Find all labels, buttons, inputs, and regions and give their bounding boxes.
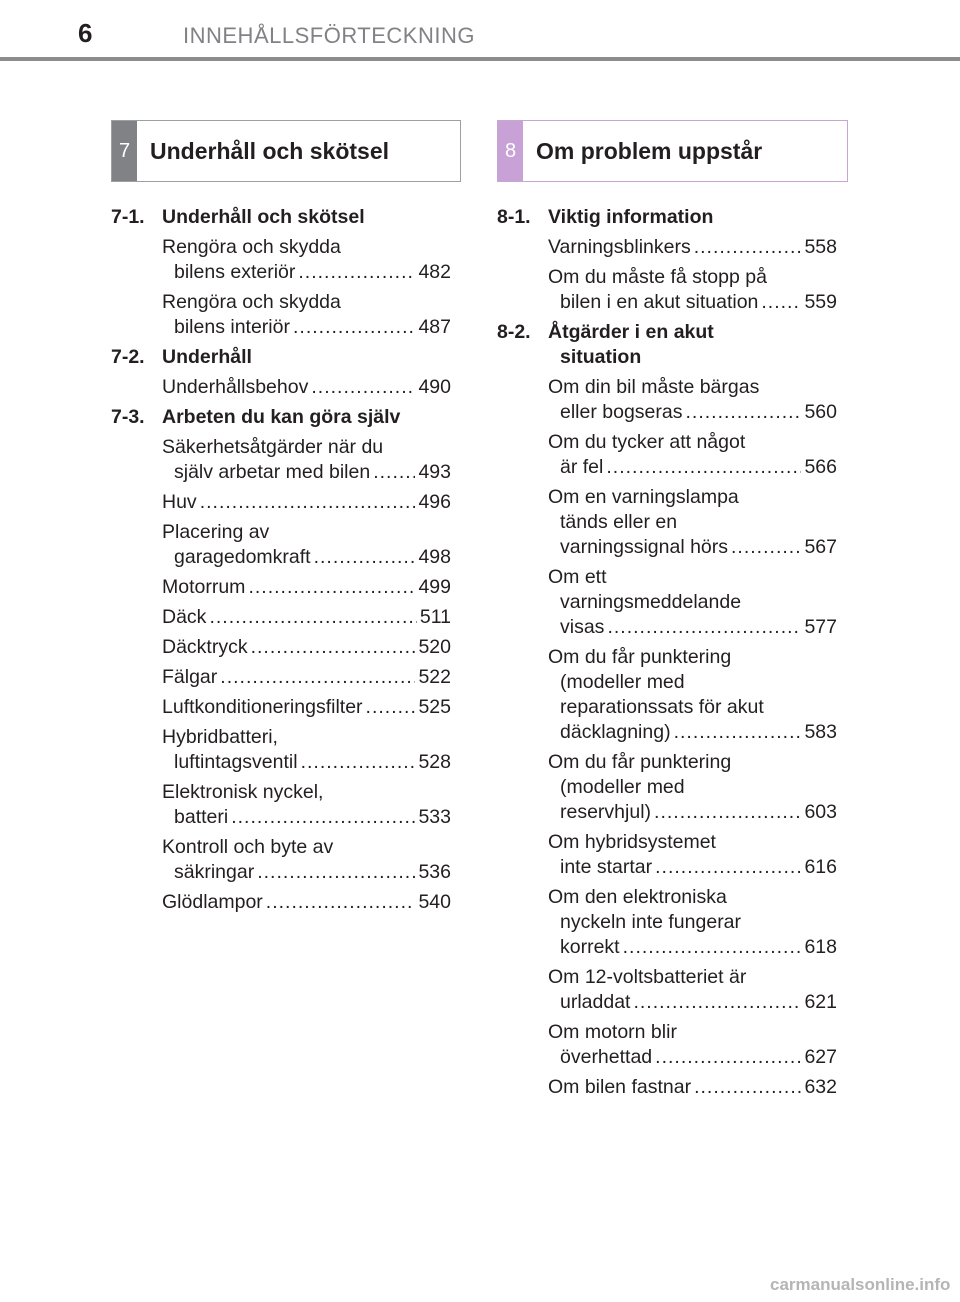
- toc-entry[interactable]: [497, 965, 837, 1015]
- toc-entry[interactable]: [497, 645, 837, 745]
- entry-text: garagedomkraft: [174, 546, 311, 568]
- entry-text: batteri: [174, 806, 229, 828]
- page-ref: 499: [418, 576, 451, 598]
- entry-text: varningsmeddelande: [560, 591, 742, 613]
- dot-leader: [761, 290, 801, 315]
- entry-text: Luftkonditioneringsfilter: [162, 696, 363, 718]
- entry-text: (modeller med: [560, 671, 685, 693]
- page-ref: 567: [804, 536, 837, 558]
- chapter-title-cont: situation: [560, 346, 642, 368]
- entry-last-line: [162, 545, 451, 570]
- chapter-number: 8-1.: [497, 206, 531, 228]
- entry-text: Om motorn blir: [548, 1021, 677, 1043]
- dot-leader: [674, 720, 802, 745]
- toc-entry[interactable]: [497, 885, 837, 960]
- section-number: 7: [112, 121, 137, 181]
- chapter-title: Underhåll: [162, 346, 252, 368]
- toc-entry[interactable]: [497, 375, 837, 425]
- entry-last-line: [162, 860, 451, 885]
- dot-leader: [231, 805, 415, 830]
- entry-text: Fälgar: [162, 666, 218, 688]
- page-ref: 511: [419, 606, 451, 628]
- toc-chapter-heading: [111, 205, 451, 230]
- entry-text: däcklagning): [560, 721, 671, 743]
- toc-entry[interactable]: [111, 890, 451, 915]
- toc-entry[interactable]: [497, 235, 837, 260]
- entry-text: Underhållsbehov: [162, 376, 309, 398]
- toc-chapter-heading: [497, 205, 837, 230]
- entry-text: reparationssats för akut: [560, 696, 764, 718]
- page-ref: 632: [804, 1076, 837, 1098]
- entry-last-line: [162, 315, 451, 340]
- entry-last-line: [548, 455, 837, 480]
- dot-leader: [694, 1075, 801, 1100]
- toc-entry[interactable]: [111, 605, 451, 630]
- page-ref: 487: [418, 316, 451, 338]
- dot-leader: [655, 855, 801, 880]
- page-title: INNEHÅLLSFÖRTECKNING: [183, 23, 475, 48]
- page-ref: 540: [418, 891, 451, 913]
- dot-leader: [623, 935, 802, 960]
- entry-text: bilens exteriör: [174, 261, 296, 283]
- dot-leader: [251, 635, 416, 660]
- entry-text: Rengöra och skydda: [162, 236, 341, 258]
- entry-text: Däck: [162, 606, 207, 628]
- dot-leader: [694, 235, 802, 260]
- dot-leader: [311, 375, 415, 400]
- entry-text: Varningsblinkers: [548, 236, 691, 258]
- toc-column-7: [111, 205, 451, 920]
- entry-last-line: [162, 890, 451, 915]
- toc-chapter-heading: [111, 405, 451, 430]
- dot-leader: [633, 990, 801, 1015]
- toc-entry[interactable]: [111, 635, 451, 660]
- entry-text: Om du tycker att något: [548, 431, 746, 453]
- dot-leader: [209, 605, 416, 630]
- entry-text: säkringar: [174, 861, 255, 883]
- toc-entry[interactable]: [111, 665, 451, 690]
- dot-leader: [607, 615, 801, 640]
- page-ref: 493: [418, 461, 451, 483]
- dot-leader: [731, 535, 801, 560]
- dot-leader: [366, 695, 416, 720]
- entry-text: Om hybridsystemet: [548, 831, 716, 853]
- toc-entry[interactable]: [111, 375, 451, 400]
- watermark: carmanualsonline.info: [770, 1275, 951, 1294]
- entry-text: inte startar: [560, 856, 653, 878]
- entry-text: visas: [560, 616, 605, 638]
- entry-text: Om bilen fastnar: [548, 1076, 692, 1098]
- page-ref: 621: [804, 991, 837, 1013]
- toc-entry[interactable]: [497, 485, 837, 560]
- entry-last-line: [548, 535, 837, 560]
- entry-last-line: [548, 615, 837, 640]
- page-ref: 490: [418, 376, 451, 398]
- toc-entry[interactable]: [497, 830, 837, 880]
- entry-text: luftintagsventil: [174, 751, 298, 773]
- entry-last-line: [162, 695, 451, 720]
- entry-last-line: [162, 460, 451, 485]
- entry-text: nyckeln inte fungerar: [560, 911, 742, 933]
- entry-text: Däcktryck: [162, 636, 248, 658]
- entry-last-line: [548, 720, 837, 745]
- dot-leader: [685, 400, 801, 425]
- entry-text: urladdat: [560, 991, 631, 1013]
- entry-text: Placering av: [162, 521, 270, 543]
- entry-text: Motorrum: [162, 576, 246, 598]
- entry-last-line: [162, 605, 451, 630]
- page-ref: 627: [804, 1046, 837, 1068]
- section-number: 8: [498, 121, 523, 181]
- dot-leader: [266, 890, 416, 915]
- entry-text: Om du får punktering: [548, 751, 732, 773]
- dot-leader: [293, 315, 415, 340]
- entry-text: är fel: [560, 456, 604, 478]
- entry-text: Om en varningslampa: [548, 486, 739, 508]
- dot-leader: [298, 260, 415, 285]
- page-ref: 533: [418, 806, 451, 828]
- page-ref: 528: [418, 751, 451, 773]
- entry-text: eller bogseras: [560, 401, 683, 423]
- entry-last-line: [162, 805, 451, 830]
- page-ref: 536: [418, 861, 451, 883]
- chapter-number: 8-2.: [497, 321, 531, 343]
- dot-leader: [220, 665, 415, 690]
- section-title: Underhåll och skötsel: [150, 137, 390, 164]
- entry-text: Rengöra och skydda: [162, 291, 341, 313]
- toc-entry[interactable]: [111, 725, 451, 775]
- entry-text: Om 12-voltsbatteriet är: [548, 966, 747, 988]
- toc-entry[interactable]: [111, 780, 451, 830]
- header-divider: [0, 57, 960, 61]
- page-ref: 559: [804, 291, 837, 313]
- page-ref: 560: [804, 401, 837, 423]
- entry-text: själv arbetar med bilen: [174, 461, 371, 483]
- toc-group: [497, 205, 837, 315]
- entry-last-line: [162, 260, 451, 285]
- toc-entry[interactable]: [497, 1075, 837, 1100]
- toc-entry[interactable]: [497, 565, 837, 640]
- dot-leader: [200, 490, 416, 515]
- entry-text: Hybridbatteri,: [162, 726, 278, 748]
- toc-entry[interactable]: [111, 835, 451, 885]
- page-ref: 566: [804, 456, 837, 478]
- dot-leader: [301, 750, 416, 775]
- entry-text: bilens interiör: [174, 316, 290, 338]
- entry-last-line: [162, 375, 451, 400]
- entry-last-line: [548, 400, 837, 425]
- toc-chapter-heading: [497, 320, 837, 370]
- dot-leader: [257, 860, 415, 885]
- page-ref: 616: [804, 856, 837, 878]
- section-header-8: [497, 120, 848, 182]
- toc-group: [111, 205, 451, 340]
- entry-last-line: [162, 490, 451, 515]
- dot-leader: [654, 800, 801, 825]
- toc-group: [111, 405, 451, 915]
- page-ref: 603: [804, 801, 837, 823]
- toc-entry[interactable]: [111, 290, 451, 340]
- entry-last-line: [548, 935, 837, 960]
- entry-text: Om din bil måste bärgas: [548, 376, 760, 398]
- toc-entry[interactable]: [497, 430, 837, 480]
- page-ref: 520: [418, 636, 451, 658]
- toc-entry[interactable]: [111, 435, 451, 485]
- chapter-title: Viktig information: [548, 206, 714, 228]
- page-ref: 618: [804, 936, 837, 958]
- toc-entry[interactable]: [111, 695, 451, 720]
- entry-text: Glödlampor: [162, 891, 263, 913]
- chapter-number: 7-3.: [111, 406, 145, 428]
- page-ref: 496: [418, 491, 451, 513]
- chapter-title: Arbeten du kan göra själv: [162, 406, 401, 428]
- toc-chapter-heading: [111, 345, 451, 370]
- entry-text: Elektronisk nyckel,: [162, 781, 324, 803]
- page-header: [0, 0, 960, 62]
- dot-leader: [655, 1045, 801, 1070]
- toc-entry[interactable]: [111, 575, 451, 600]
- entry-text: bilen i en akut situation: [560, 291, 759, 313]
- entry-text: Om du får punktering: [548, 646, 732, 668]
- section-header-7: [111, 120, 461, 182]
- dot-leader: [314, 545, 416, 570]
- entry-last-line: [162, 750, 451, 775]
- entry-last-line: [548, 990, 837, 1015]
- page-number: 6: [78, 18, 93, 48]
- entry-text: korrekt: [560, 936, 620, 958]
- entry-last-line: [548, 800, 837, 825]
- entry-last-line: [548, 235, 837, 260]
- page-ref: 498: [418, 546, 451, 568]
- toc-group: [497, 320, 837, 1100]
- entry-text: Kontroll och byte av: [162, 836, 334, 858]
- page-ref: 482: [418, 261, 451, 283]
- dot-leader: [248, 575, 415, 600]
- toc-entry[interactable]: [111, 490, 451, 515]
- entry-text: (modeller med: [560, 776, 685, 798]
- entry-text: Säkerhetsåtgärder när du: [162, 436, 384, 458]
- toc-entry[interactable]: [497, 265, 837, 315]
- entry-text: reservhjul): [560, 801, 652, 823]
- entry-text: Om ett: [548, 566, 607, 588]
- chapter-title: Åtgärder i en akut: [548, 321, 714, 343]
- dot-leader: [373, 460, 415, 485]
- entry-last-line: [548, 1075, 837, 1100]
- section-title: Om problem uppstår: [536, 137, 763, 164]
- toc-entry[interactable]: [111, 520, 451, 570]
- entry-last-line: [548, 855, 837, 880]
- page-ref: 522: [418, 666, 451, 688]
- entry-last-line: [162, 575, 451, 600]
- toc-group: [111, 345, 451, 400]
- chapter-number: 7-2.: [111, 346, 145, 368]
- entry-text: tänds eller en: [560, 511, 678, 533]
- dot-leader: [606, 455, 801, 480]
- toc-entry[interactable]: [111, 235, 451, 285]
- entry-last-line: [162, 665, 451, 690]
- entry-last-line: [162, 635, 451, 660]
- page-ref: 525: [418, 696, 451, 718]
- chapter-number: 7-1.: [111, 206, 145, 228]
- page-ref: 583: [804, 721, 837, 743]
- entry-last-line: [548, 290, 837, 315]
- entry-text: Om du måste få stopp på: [548, 266, 767, 288]
- entry-text: Om den elektroniska: [548, 886, 727, 908]
- entry-text: överhettad: [560, 1046, 653, 1068]
- entry-last-line: [548, 1045, 837, 1070]
- toc-entry[interactable]: [497, 750, 837, 825]
- chapter-title: Underhåll och skötsel: [162, 206, 365, 228]
- entry-text: varningssignal hörs: [560, 536, 729, 558]
- entry-text: Huv: [162, 491, 197, 513]
- page-ref: 577: [804, 616, 837, 638]
- page-ref: 558: [804, 236, 837, 258]
- toc-column-8: [497, 205, 837, 1105]
- toc-entry[interactable]: [497, 1020, 837, 1070]
